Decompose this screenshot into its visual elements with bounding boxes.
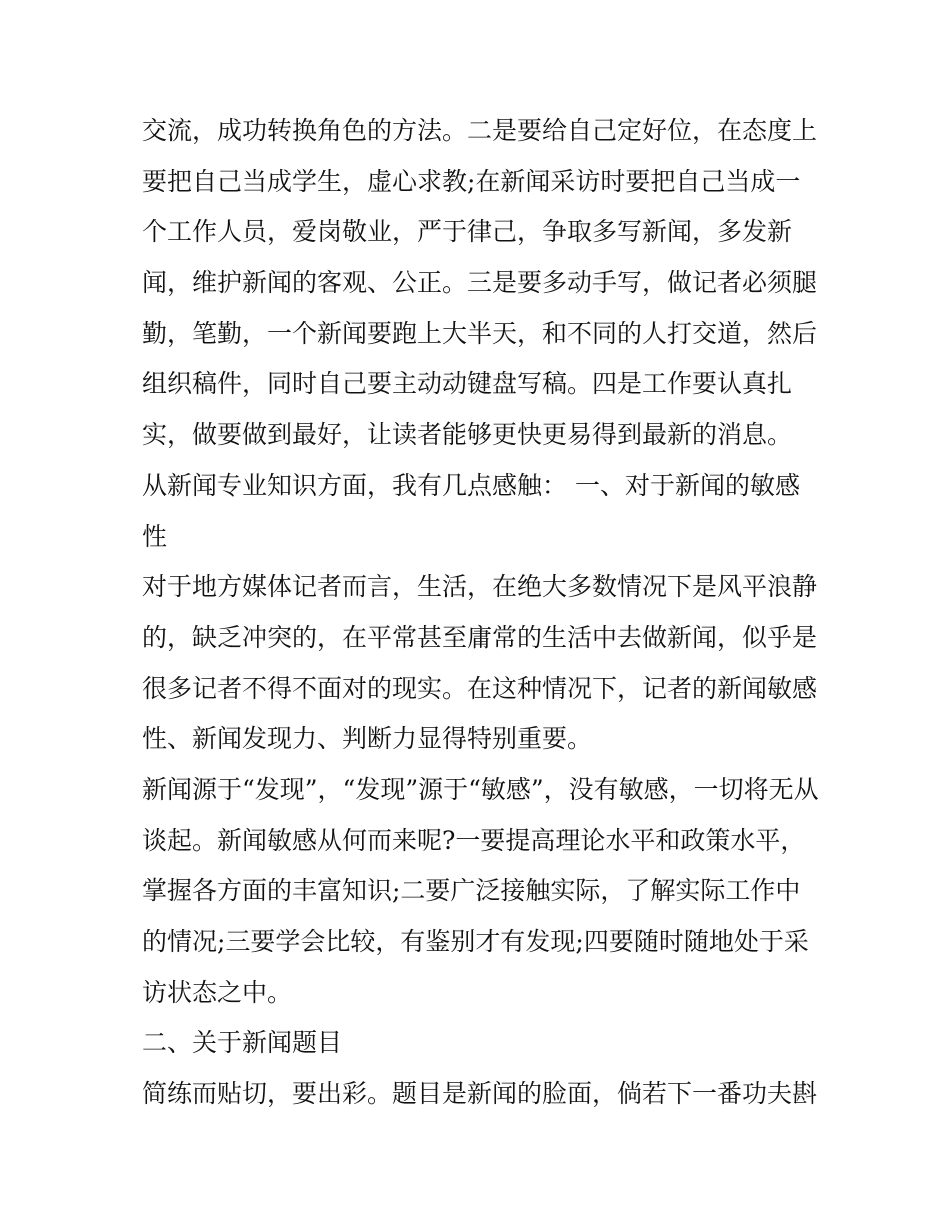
text-line: 访状态之中。 bbox=[142, 977, 293, 1007]
text-line: 对于地方媒体记者而言，生活，在绝大多数情况下是风平浪静 bbox=[142, 572, 818, 602]
text-line: 掌握各方面的丰富知识;二要广泛接触实际，了解实际工作中 bbox=[142, 876, 801, 906]
text-line: 性 bbox=[142, 521, 168, 551]
text-line: 从新闻专业知识方面，我有几点感触： 一、对于新闻的敏感 bbox=[142, 470, 800, 500]
text-line: 的，缺乏冲突的，在平常甚至庸常的生活中去做新闻，似乎是 bbox=[142, 622, 818, 652]
text-line: 个工作人员，爱岗敬业，严于律己，争取多写新闻，多发新 bbox=[142, 217, 793, 247]
text-line: 谈起。新闻敏感从何而来呢?一要提高理论水平和政策水平， bbox=[142, 825, 806, 855]
text-line: 新闻源于“发现”，“发现”源于“敏感”，没有敏感，一切将无从 bbox=[142, 774, 819, 804]
section-heading: 二、关于新闻题目 bbox=[142, 1028, 343, 1058]
text-line: 实，做要做到最好，让读者能够更快更易得到最新的消息。 bbox=[142, 420, 793, 450]
text-line: 的情况;三要学会比较，有鉴别才有发现;四要随时随地处于采 bbox=[142, 927, 809, 956]
text-line: 交流，成功转换角色的方法。二是要给自己定好位，在态度上 bbox=[142, 116, 818, 145]
text-line: 性、新闻发现力、判断力显得特别重要。 bbox=[142, 724, 593, 754]
text-line: 闻，维护新闻的客观、公正。三是要多动手写，做记者必须腿 bbox=[142, 268, 818, 298]
document-body bbox=[142, 106, 822, 1120]
text-line: 要把自己当成学生，虚心求教;在新闻采访时要把自己当成一 bbox=[142, 166, 801, 196]
text-line: 勤，笔勤，一个新闻要跑上大半天，和不同的人打交道，然后 bbox=[142, 318, 818, 348]
text-line: 简练而贴切，要出彩。题目是新闻的脸面，倘若下一番功夫斟 bbox=[142, 1079, 818, 1109]
text-line: 很多记者不得不面对的现实。在这种情况下，记者的新闻敏感 bbox=[142, 673, 818, 703]
text-line: 组织稿件，同时自己要主动动键盘写稿。四是工作要认真扎 bbox=[142, 369, 793, 399]
